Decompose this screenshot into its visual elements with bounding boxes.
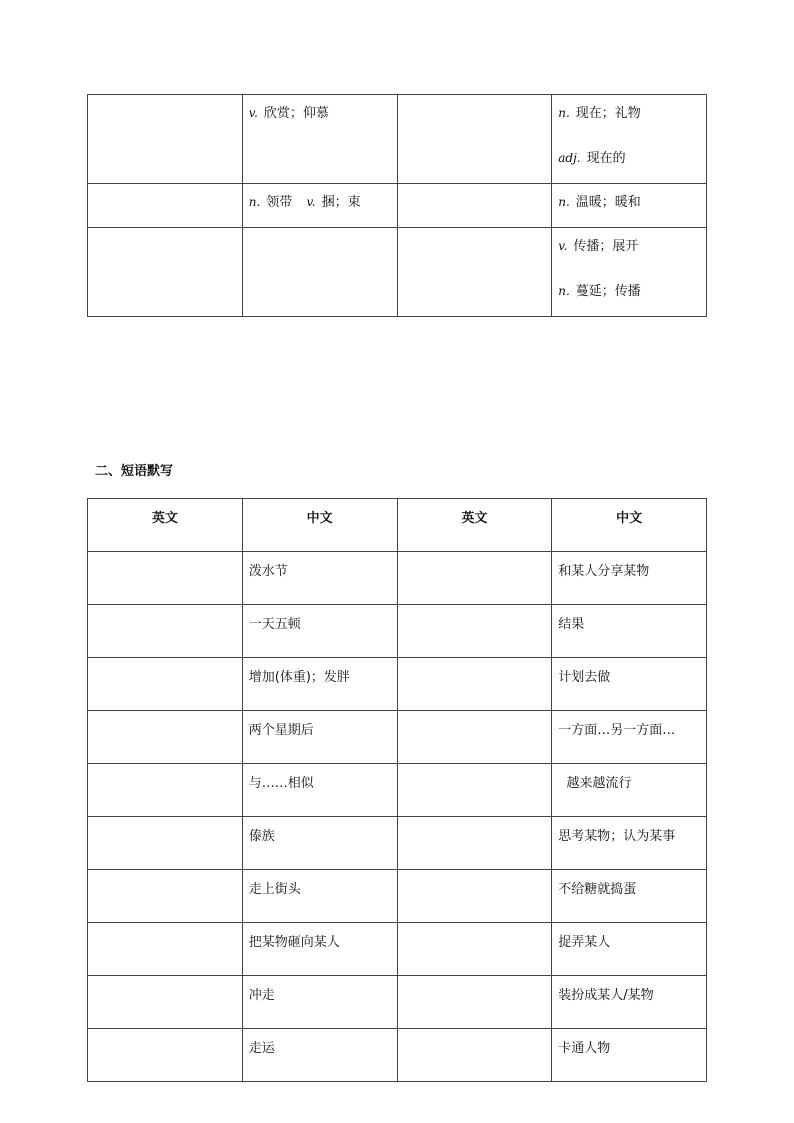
phrase-chinese-cell: 装扮成某人/某物 [552, 976, 707, 1029]
vocab-chinese-cell [552, 228, 707, 317]
phrase-dictation-table [87, 498, 707, 1082]
vocab-chinese-cell [552, 184, 707, 228]
vocab-chinese-cell [242, 95, 397, 184]
part-of-speech: adj. [558, 151, 581, 165]
vocab-english-cell[interactable] [397, 184, 552, 228]
part-of-speech: v. [306, 195, 316, 209]
phrase-english-cell[interactable] [397, 1029, 552, 1082]
part-of-speech: v. [248, 106, 258, 120]
phrase-row [88, 552, 707, 605]
phrase-english-cell[interactable] [397, 817, 552, 870]
phrase-english-cell[interactable] [88, 658, 243, 711]
phrase-english-cell[interactable] [88, 764, 243, 817]
part-of-speech: n. [248, 195, 261, 209]
phrase-english-cell[interactable] [397, 658, 552, 711]
phrase-chinese-cell: 捉弄某人 [552, 923, 707, 976]
phrase-chinese-cell: 把某物砸向某人 [242, 923, 397, 976]
phrase-english-cell[interactable] [397, 605, 552, 658]
phrase-row [88, 870, 707, 923]
vocab-english-cell[interactable] [397, 95, 552, 184]
phrase-chinese-cell: 和某人分享某物 [552, 552, 707, 605]
phrase-english-cell[interactable] [397, 552, 552, 605]
phrase-row [88, 1029, 707, 1082]
phrase-english-cell[interactable] [397, 870, 552, 923]
phrase-row [88, 605, 707, 658]
phrase-chinese-cell: 越来越流行 [552, 764, 707, 817]
phrase-chinese-cell: 傣族 [242, 817, 397, 870]
part-of-speech: n. [558, 195, 570, 209]
part-of-speech: v. [558, 239, 568, 253]
meaning: 欣赏；仰慕 [263, 106, 329, 121]
phrase-english-cell[interactable] [88, 605, 243, 658]
meaning: 领带 [266, 195, 293, 210]
phrase-english-cell[interactable] [88, 923, 243, 976]
part-of-speech: n. [558, 284, 570, 298]
phrase-english-cell[interactable] [397, 711, 552, 764]
meaning: 现在；礼物 [575, 106, 641, 121]
phrase-chinese-cell: 两个星期后 [242, 711, 397, 764]
phrase-english-cell[interactable] [397, 923, 552, 976]
phrase-chinese-cell: 泼水节 [242, 552, 397, 605]
phrase-english-cell[interactable] [88, 552, 243, 605]
meaning: 现在的 [586, 151, 626, 166]
vocab-row [88, 95, 707, 184]
vocab-english-cell[interactable] [397, 228, 552, 317]
vocab-row [88, 228, 707, 317]
phrase-english-cell[interactable] [397, 764, 552, 817]
phrase-chinese-cell: 冲走 [242, 976, 397, 1029]
phrase-row [88, 923, 707, 976]
phrase-chinese-cell: 增加(体重)；发胖 [242, 658, 397, 711]
phrase-rows [88, 552, 707, 1082]
vocab-chinese-cell [242, 184, 397, 228]
vocab-english-cell[interactable] [88, 95, 243, 184]
column-header-english: 英文 [88, 499, 243, 552]
phrase-row [88, 764, 707, 817]
meaning: 温暖；暖和 [575, 195, 641, 210]
phrase-chinese-cell: 走运 [242, 1029, 397, 1082]
meaning: 捆；束 [321, 195, 361, 210]
section-title: 二、短语默写 [95, 464, 174, 479]
vocab-chinese-cell [552, 95, 707, 184]
meaning: 传播；展开 [573, 239, 639, 254]
phrase-english-cell[interactable] [88, 817, 243, 870]
phrase-chinese-cell: 计划去做 [552, 658, 707, 711]
phrase-chinese-cell: 思考某物；认为某事 [552, 817, 707, 870]
phrase-chinese-cell: 一天五顿 [242, 605, 397, 658]
column-header-chinese: 中文 [552, 499, 707, 552]
phrase-chinese-cell: 不给糖就捣蛋 [552, 870, 707, 923]
phrase-chinese-cell: 走上街头 [242, 870, 397, 923]
phrase-header-row [88, 499, 707, 552]
phrase-english-cell[interactable] [88, 976, 243, 1029]
vocabulary-table [87, 94, 707, 317]
vocab-chinese-cell[interactable] [242, 228, 397, 317]
phrase-chinese-cell: 结果 [552, 605, 707, 658]
phrase-chinese-cell: 卡通人物 [552, 1029, 707, 1082]
phrase-row [88, 817, 707, 870]
phrase-row [88, 711, 707, 764]
phrase-chinese-cell: 与……相似 [242, 764, 397, 817]
phrase-english-cell[interactable] [88, 711, 243, 764]
part-of-speech: n. [558, 106, 570, 120]
phrase-chinese-cell: 一方面…另一方面… [552, 711, 707, 764]
vocab-english-cell[interactable] [88, 228, 243, 317]
phrase-english-cell[interactable] [88, 870, 243, 923]
vocab-row [88, 184, 707, 228]
meaning: 蔓延；传播 [575, 284, 641, 299]
phrase-row [88, 658, 707, 711]
vocab-english-cell[interactable] [88, 184, 243, 228]
column-header-chinese: 中文 [242, 499, 397, 552]
column-header-english: 英文 [397, 499, 552, 552]
phrase-row [88, 976, 707, 1029]
phrase-english-cell[interactable] [397, 976, 552, 1029]
phrase-english-cell[interactable] [88, 1029, 243, 1082]
